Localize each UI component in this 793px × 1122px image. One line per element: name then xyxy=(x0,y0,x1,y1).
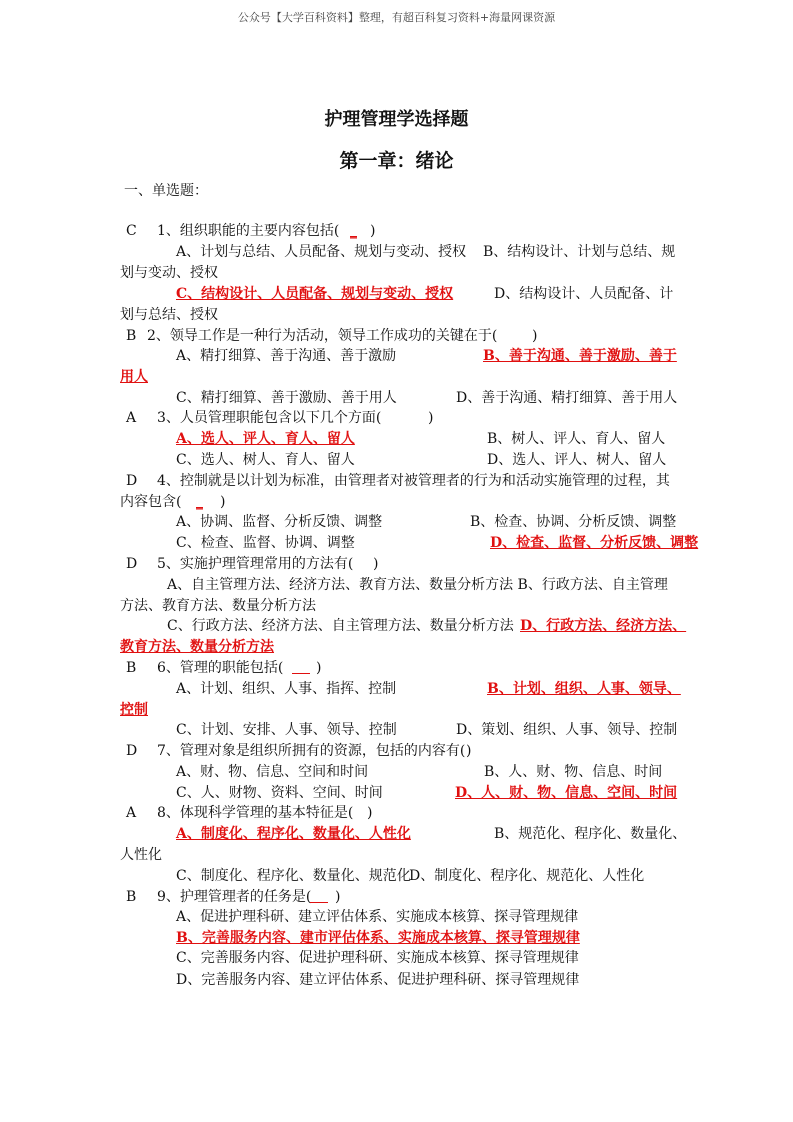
question-line-text: B、规范化、程序化、数量化、 xyxy=(494,826,687,842)
correct-answer-text: B、计划、组织、人事、领导、 xyxy=(487,681,681,697)
question-line-text: C、制度化、程序化、数量化、规范化 xyxy=(176,868,411,884)
question-line-text: C、行政方法、经济方法、自主管理方法、数量分析方法 xyxy=(167,618,514,634)
question-line-text: A、促进护理科研、建立评估体系、实施成本核算、探寻管理规律 xyxy=(176,909,579,925)
question-line-text: B、人、财、物、信息、时间 xyxy=(484,764,663,780)
question-line-text: 划与变动、授权 xyxy=(120,265,218,281)
correct-answer-text: D、人、财、物、信息、空间、时间 xyxy=(455,785,678,801)
question-line-text: C、检查、监督、协调、调整 xyxy=(176,535,355,551)
correct-answer-text: 教育方法、数量分析方法 xyxy=(120,639,274,655)
question-line-text: D、善于沟通、精打细算、善于用人 xyxy=(456,390,678,406)
question-line-text: D、结构设计、人员配备、计 xyxy=(494,286,674,302)
page-header-note: 公众号【大学百科资料】整理，有超百科复习资料+海量网课资源 xyxy=(237,11,556,24)
answer-blank xyxy=(292,659,310,679)
answer-key-letter: D xyxy=(126,556,138,572)
answer-key-letter: B xyxy=(126,889,137,905)
question-line-text: C、人、财物、资料、空间、时间 xyxy=(176,785,383,801)
question-line-text: A、自主管理方法、经济方法、教育方法、数量分析方法 B、行政方法、自主管理 xyxy=(167,577,668,593)
correct-answer-text: D、检查、监督、分析反馈、调整 xyxy=(490,535,699,551)
correct-answer-text: _ xyxy=(350,223,357,239)
answer-key-letter: B xyxy=(126,660,137,676)
question-line-text: ) xyxy=(370,223,376,239)
correct-answer-text: A、制度化、程序化、数量化、人性化 xyxy=(176,826,411,842)
question-line-text: 方法、教育方法、数量分析方法 xyxy=(120,598,316,614)
answer-key-letter: C xyxy=(126,223,137,239)
answer-key-letter: D xyxy=(126,743,138,759)
question-line-text: 6、管理的职能包括( xyxy=(157,660,284,676)
question-line-text: D、制度化、程序化、规范化、人性化 xyxy=(409,868,645,884)
answer-key-letter: B xyxy=(126,328,137,344)
question-line-text: 划与总结、授权 xyxy=(120,307,218,323)
question-line-text: C、精打细算、善于激励、善于用人 xyxy=(176,390,397,406)
question-line-text: ) xyxy=(373,556,379,572)
question-line-text: B、检查、协调、分析反馈、调整 xyxy=(470,514,677,530)
question-line-text: 2、领导工作是一种行为活动，领导工作成功的关键在于( xyxy=(147,328,498,344)
question-line-text: ) xyxy=(316,660,322,676)
question-line-text: 8、体现科学管理的基本特征是( xyxy=(157,805,354,821)
answer-key-letter: A xyxy=(126,805,137,821)
question-line-text: ) xyxy=(367,805,373,821)
question-line-text: A、计划与总结、人员配备、规划与变动、授权 xyxy=(176,244,467,260)
correct-answer-text: A、选人、评人、育人、留人 xyxy=(176,431,355,447)
blank-underline xyxy=(310,888,328,903)
question-line-text: ) xyxy=(466,743,472,759)
question-line-text: D、选人、评人、树人、留人 xyxy=(487,452,667,468)
correct-answer-text: C、结构设计、人员配备、规划与变动、授权 xyxy=(176,286,454,302)
section-heading: 一、单选题： xyxy=(124,183,208,199)
question-line-text: B、结构设计、计划与总结、规 xyxy=(483,244,676,260)
answer-key-letter: D xyxy=(126,473,138,489)
correct-answer-text: 用人 xyxy=(120,369,148,385)
question-line-text: A、财、物、信息、空间和时间 xyxy=(176,764,369,780)
question-line-text: 9、护理管理者的任务是( xyxy=(157,889,312,905)
question-line-text: D、完善服务内容、建立评估体系、促进护理科研、探寻管理规律 xyxy=(176,972,580,988)
question-line-text: ) xyxy=(335,889,341,905)
question-line-text: A、计划、组织、人事、指挥、控制 xyxy=(176,681,397,697)
question-line-text: 5、实施护理管理常用的方法有( xyxy=(157,556,354,572)
answer-key-letter: A xyxy=(126,410,137,426)
correct-answer-text: B、完善服务内容、建市评估体系、实施成本核算、探寻管理规律 xyxy=(176,930,580,946)
question-line-text: 内容包含( xyxy=(120,494,182,510)
correct-answer-text: 控制 xyxy=(120,702,148,718)
question-line-text: ) xyxy=(428,410,434,426)
question-line-text: A、精打细算、善于沟通、善于激励 xyxy=(176,348,397,364)
question-line-text: A、协调、监督、分析反馈、调整 xyxy=(176,514,383,530)
question-line-text: 人性化 xyxy=(120,847,162,863)
document-title: 护理管理学选择题 xyxy=(324,109,469,130)
question-line-text: D、策划、组织、人事、领导、控制 xyxy=(456,722,678,738)
blank-underline xyxy=(292,659,310,674)
question-line-text: C、计划、安排、人事、领导、控制 xyxy=(176,722,397,738)
question-line-text: C、选人、树人、育人、留人 xyxy=(176,452,355,468)
correct-answer-text: D、行政方法、经济方法、 xyxy=(520,618,687,634)
chapter-heading: 第一章：绪论 xyxy=(339,150,454,172)
answer-blank xyxy=(310,888,328,908)
correct-answer-text: _ xyxy=(196,494,203,510)
question-line-text: 3、人员管理职能包含以下几个方面( xyxy=(157,410,382,426)
question-line-text: B、树人、评人、育人、留人 xyxy=(487,431,666,447)
correct-answer-text: B、善于沟通、善于激励、善于 xyxy=(483,348,677,364)
question-line-text: 7、管理对象是组织所拥有的资源，包括的内容有( xyxy=(157,743,466,759)
question-line-text: ) xyxy=(220,494,226,510)
question-line-text: 1、组织职能的主要内容包括( xyxy=(157,223,340,239)
question-line-text: C、完善服务内容、促进护理科研、实施成本核算、探寻管理规律 xyxy=(176,950,579,966)
question-line-text: 4、控制就是以计划为标准，由管理者对被管理者的行为和活动实施管理的过程，其 xyxy=(157,473,670,489)
question-line-text: ) xyxy=(532,328,538,344)
